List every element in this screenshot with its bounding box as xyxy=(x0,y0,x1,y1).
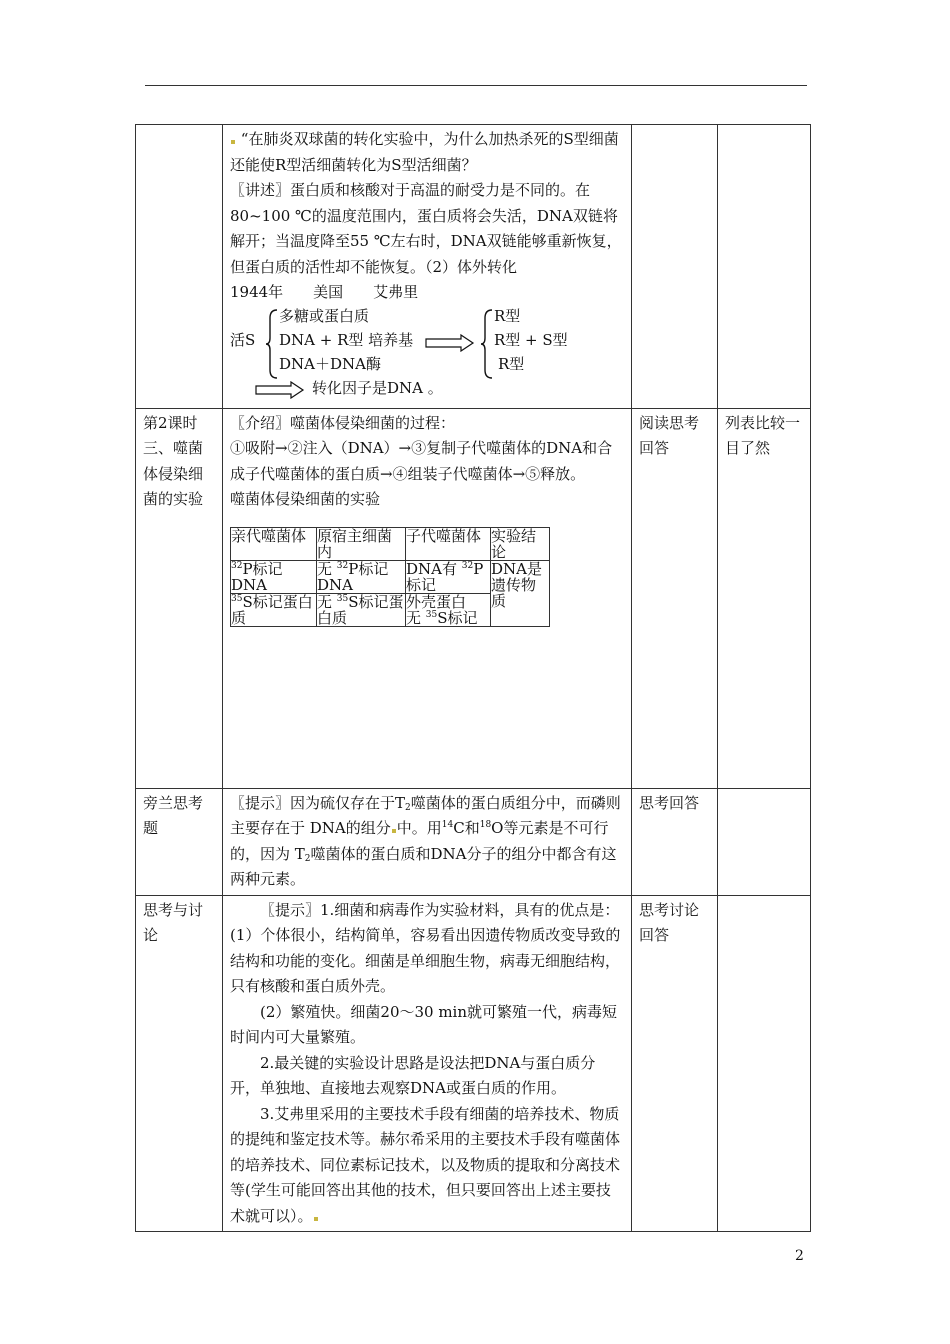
lesson-table xyxy=(135,124,811,1232)
activity-text: 思考讨论回答 xyxy=(639,900,700,944)
intro-text: 〖介绍〗噬菌体侵染细菌的过程： xyxy=(230,413,456,432)
table-row xyxy=(136,408,811,788)
table-cell: $^{35}$S标记蛋白质 xyxy=(231,593,317,626)
highlight-mark xyxy=(231,140,235,144)
section-title: 旁兰思考题 xyxy=(143,793,204,837)
table-cell: 外壳蛋白 无 $^{35}$S标记 xyxy=(406,593,491,626)
diagram-result-2: R型 + S型 xyxy=(494,330,568,349)
table-row xyxy=(136,788,811,895)
discussion-para: (2）繁殖快。细菌20～30 min就可繁殖一代，病毒短时间内可大量繁殖。 xyxy=(230,1002,618,1046)
table-row xyxy=(231,560,550,593)
table-cell: $^{32}$P标记DNA xyxy=(231,560,317,593)
header-cell: 原宿主细菌内 xyxy=(317,527,406,560)
diagram-conclusion: 转化因子是DNA 。 xyxy=(312,378,443,397)
experiment-table xyxy=(230,527,550,627)
process-steps: ①吸附→②注入（DNA）→③复制子代噬菌体的DNA和合成子代噬菌体的蛋白质→④组装子代噬菌体→⑤释放。 xyxy=(230,439,613,483)
table-row xyxy=(136,125,811,409)
section-title: 思考与讨论 xyxy=(143,900,204,944)
transformation-diagram xyxy=(230,306,624,406)
table-row xyxy=(136,895,811,1232)
table-row xyxy=(231,527,550,560)
diagram-left-label: 活S xyxy=(230,330,256,349)
discussion-para: 〖提示〗1.细菌和病毒作为实验材料，具有的优点是：(1）个体很小，结构简单，容易看出因遗传物质改变导致的结构和功能的变化。细菌是单细胞生物，病毒无细胞结构，只有核酸和蛋白质外壳。 xyxy=(230,900,621,995)
history-text: 1944年 美国 艾弗里 xyxy=(230,283,419,301)
diagram-item-3: DNA＋DNA酶 xyxy=(279,354,381,373)
lecture-text: 〖讲述〗蛋白质和核酸对于高温的耐受力是不同的。在80~100 ℃的温度范围内，蛋白质将会失活，DNA双链将解开；当温度降至55 ℃左右时，DNA双链能够重新恢复，但蛋白质的活性却不能恢复。（2）体外转化 xyxy=(230,181,622,276)
table-cell: DNA有 $^{32}$P标记 xyxy=(406,560,491,593)
page-number: 2 xyxy=(795,1248,804,1264)
purpose-text: 列表比较一目了然 xyxy=(725,413,801,457)
question-text: “在肺炎双球菌的转化实验中，为什么加热杀死的S型细菌还能使R型活细菌转化为S型活细菌？ xyxy=(230,130,619,174)
right-arrow-icon xyxy=(425,334,475,352)
left-brace-icon xyxy=(265,308,279,380)
table-cell: 无 $^{32}$P标记DNA xyxy=(317,560,406,593)
activity-text: 思考回答 xyxy=(639,793,700,812)
highlight-mark xyxy=(392,829,396,833)
header-rule xyxy=(145,85,807,86)
header-cell: 子代噬菌体 xyxy=(406,527,491,560)
diagram-result-3: R型 xyxy=(498,354,525,373)
diagram-item-2: DNA + R型 培养基 xyxy=(279,330,414,349)
highlight-mark xyxy=(314,1217,318,1221)
table-cell: DNA是遗传物质 xyxy=(491,560,550,626)
right-brace-icon xyxy=(480,308,494,380)
experiment-title: 噬菌体侵染细菌的实验 xyxy=(230,490,381,508)
hint-text: 〖提示〗因为硫仅存在于$T_2$噬菌体的蛋白质组分中，而磷则主要存在于 DNA的组分 中。用$^{14}$C和$^{18}$O等元素是不可行的，因为 $T_2$噬菌体的蛋白质和DNA分子的组分中都含有这两种元素。 xyxy=(230,793,621,888)
diagram-item-1: 多糖或蛋白质 xyxy=(279,306,370,325)
header-cell: 实验结论 xyxy=(491,527,550,560)
section-title: 第2课时三、噬菌体侵染细菌的实验 xyxy=(143,413,204,508)
table-cell: 无 $^{35}$S标记蛋白质 xyxy=(317,592,404,627)
discussion-para: 3.艾弗里采用的主要技术手段有细菌的培养技术、物质的提纯和鉴定技术等。赫尔希采用的主要技术手段有噬菌体的培养技术、同位素标记技术，以及物质的提取和分离技术等(学生可能回答出其他的技术，但只要回答出上述主要技术就可以）。 xyxy=(230,1104,621,1225)
header-cell: 亲代噬菌体 xyxy=(231,527,317,560)
discussion-para: 2.最关键的实验设计思路是设法把DNA与蛋白质分开，单独地、直接地去观察DNA或蛋白质的作用。 xyxy=(230,1053,596,1097)
activity-text: 阅读思考回答 xyxy=(639,413,700,457)
diagram-result-1: R型 xyxy=(494,306,521,325)
conclusion-arrow-icon xyxy=(255,381,305,399)
